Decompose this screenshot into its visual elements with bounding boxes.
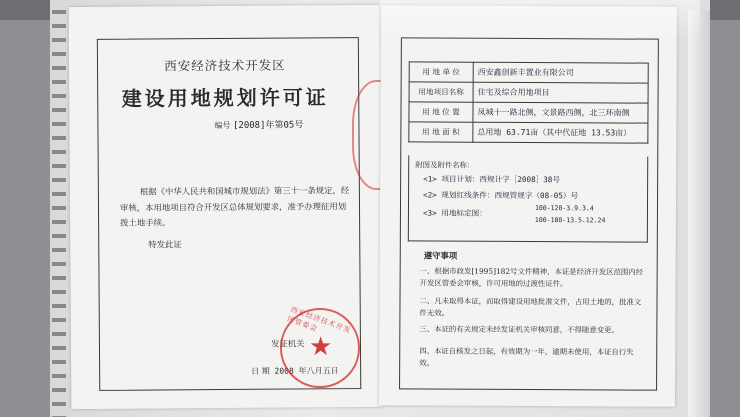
note-item: 四、本证自核发之日起，有效期为一年，逾期未使用，本证自行失效。: [419, 346, 634, 368]
certificate-body-text: 根据《中华人民共和国城市规划法》第三十一条规定，经审核，本用地项目符合开发区总体规划要求，准予办理征用划拨土地手续。: [119, 185, 350, 228]
notes-title: 遵守事项: [423, 250, 458, 261]
row-label: 用 地 面 积: [409, 122, 473, 142]
attachment-item: <2> 规划红线条件：西规管规字（08-05）号: [423, 190, 579, 201]
issue-date-value: 期 2008 年八月五日: [261, 366, 339, 376]
special-issue-text: 特发此证: [148, 239, 182, 250]
table-row: [409, 62, 648, 83]
certificate-number-label: 编号: [214, 120, 231, 131]
certificate-number: [214, 117, 303, 131]
zone-name: 西安经济技术开发区: [164, 57, 286, 74]
attachment-item: <3> 用地标定图：: [422, 208, 487, 218]
attachments-box: [408, 155, 648, 242]
official-seal: [280, 305, 360, 388]
note-item: 一、根据市政发[1995]182号文件精神，本证是经济开发区范围内经开发区管委会审核，许可用地的过渡性证件。: [419, 266, 644, 288]
issuing-authority-label: 发证机关: [270, 338, 305, 349]
table-row: [409, 102, 648, 123]
attachment-coordinates: 100-120-3.9.3.4: [534, 204, 594, 213]
certificate-right-page: [379, 5, 677, 407]
attachment-coordinates: 100-180-13.5.12.24: [534, 216, 606, 225]
attachments-title: 附图及附件名称：: [415, 160, 475, 170]
sleeve-edge: [688, 10, 710, 417]
row-value: 凤城十一路北侧，文景路西侧，北三环南侧: [473, 102, 648, 123]
seal-text: 西安经济技术开发区管委会: [286, 305, 353, 335]
binder-holes: [52, 0, 66, 417]
issue-date-label: 日: [251, 366, 260, 376]
row-label: 用 地 位 置: [409, 102, 473, 122]
certificate-title: 建设用地规划许可证: [121, 85, 329, 111]
row-value: 住宅及综合用地项目: [473, 82, 648, 103]
note-item: 二、凡未取得本证，而取得建设用地批准文件，占用土地的，批准文件无效。: [419, 296, 642, 318]
row-label: 用地项目名称: [409, 82, 473, 102]
sleeve-glare: [380, 0, 700, 40]
seal-star-icon: ★: [309, 332, 333, 362]
row-label: 用 地 单 位: [409, 62, 473, 82]
land-info-table: [408, 61, 648, 143]
note-item: 三、本证的有关规定未经发证机关审核同意，不得随意变更。: [419, 324, 619, 335]
attachment-item: <1> 项目计划：西规计字［2008］38号: [423, 174, 561, 185]
certificate-number-value: [2008]年第05号: [232, 120, 304, 131]
row-value: 总用地 63.71亩（其中代征地 13.53亩）: [473, 122, 648, 143]
table-row: [409, 82, 648, 103]
row-value: 西安鑫创新丰置业有限公司: [473, 62, 648, 83]
table-row: [409, 122, 648, 143]
